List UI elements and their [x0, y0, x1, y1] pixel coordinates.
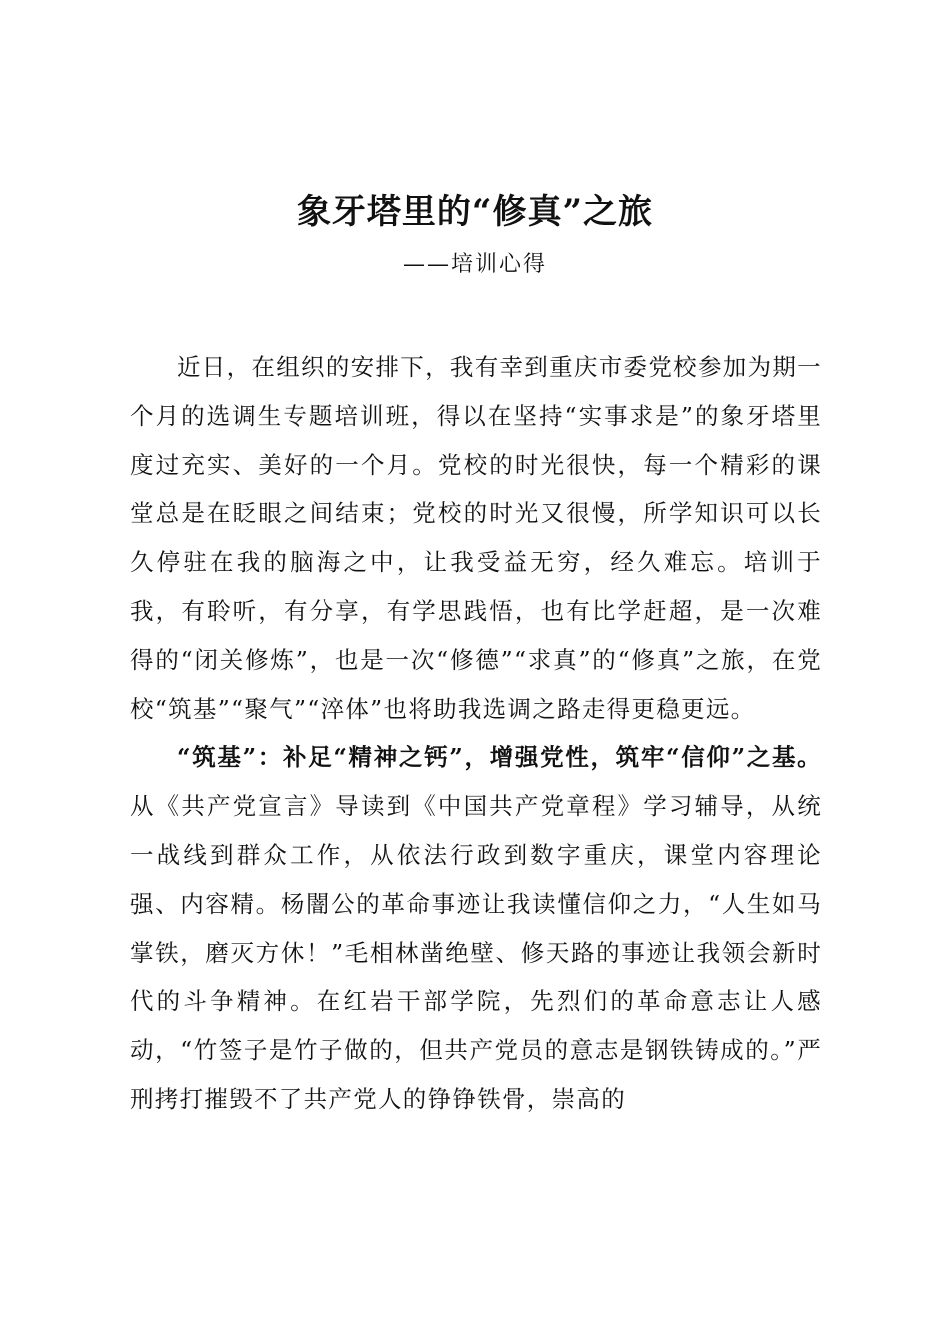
paragraph-intro-text: 近日，在组织的安排下，我有幸到重庆市委党校参加为期一个月的选调生专题培训班，得以在坚持“实事求是”的象牙塔里度过充实、美好的一个月。党校的时光很快，每一个精彩的课堂总是在眨眼之间结束；党校的时光又很慢，所学知识可以长久停驻在我的脑海之中，让我受益无穷，经久难忘。培训于我，有聆听，有分享，有学思践悟，也有比学赶超，是一次难得的“闭关修炼”，也是一次“修德”“求真”的“修真”之旅，在党校“筑基”“聚气”“淬体”也将助我选调之路走得更稳更远。	[130, 353, 822, 723]
paragraph-foundation	[130, 733, 822, 1123]
section-heading-foundation: “筑基”：补足“精神之钙”，增强党性，筑牢“信仰”之基。	[177, 743, 822, 772]
document-subtitle: ——培训心得	[402, 252, 547, 277]
paragraph-foundation-text: 从《共产党宣言》导读到《中国共产党章程》学习辅导，从统一战线到群众工作，从依法行政到数字重庆，课堂内容理论强、内容精。杨闇公的革命事迹让我读懂信仰之力，“人生如马掌铁，磨灭方休！”毛相林凿绝壁、修天路的事迹让我领会新时代的斗争精神。在红岩干部学院，先烈们的革命意志让人感动，“竹签子是竹子做的，但共产党员的意志是钢铁铸成的。”严刑拷打摧毁不了共产党人的铮铮铁骨，崇高的	[130, 792, 822, 1113]
document-body	[130, 343, 822, 1124]
paragraph-intro	[130, 343, 822, 733]
document-title: 象牙塔里的“修真”之旅	[296, 192, 654, 232]
